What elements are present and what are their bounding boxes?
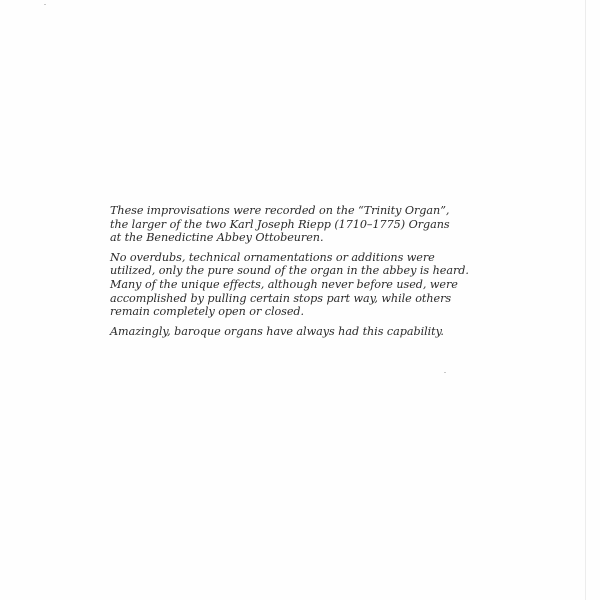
text-line: No overdubs, technical ornamentations or additions were — [110, 250, 435, 264]
page-edge-shadow — [585, 0, 586, 600]
text-line: utilized, only the pure sound of the organ in the abbey is heard. — [110, 264, 469, 278]
paragraph-closing-note — [110, 325, 490, 339]
paper-speck — [44, 4, 46, 5]
text-line: These improvisations were recorded on the “Trinity Organ”, — [110, 204, 450, 217]
liner-notes-text — [110, 204, 490, 344]
text-line: remain completely open or closed. — [110, 305, 305, 319]
text-line: at the Benedictine Abbey Ottobeuren. — [110, 231, 324, 245]
text-line: accomplished by pulling certain stops part way, while others — [110, 291, 452, 305]
text-line: the larger of the two Karl Joseph Riepp (1710–1775) Organs — [110, 217, 450, 231]
text-line: Amazingly, baroque organs have always had this capability. — [110, 324, 444, 338]
paper-speck — [444, 372, 446, 373]
paragraph-technique-info — [110, 251, 490, 319]
paragraph-recording-info — [110, 204, 490, 245]
text-line: Many of the unique effects, although never before used, were — [110, 277, 458, 291]
